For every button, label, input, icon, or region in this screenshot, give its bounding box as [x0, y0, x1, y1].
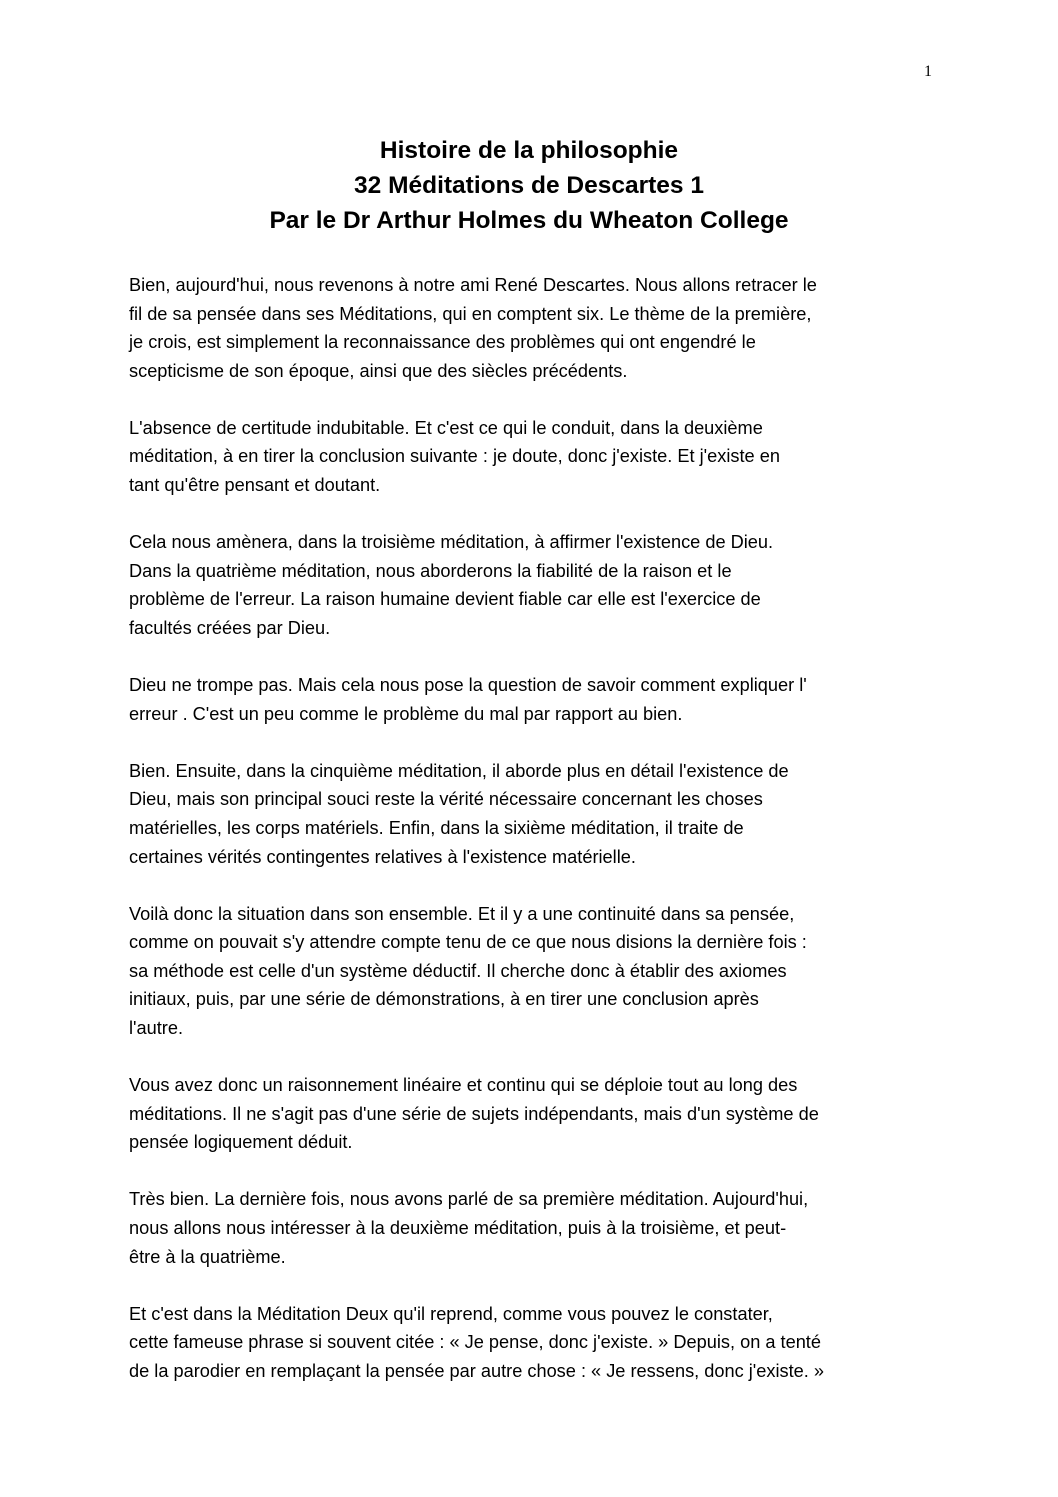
- text-line: cette fameuse phrase si souvent citée : « Je pense, donc j'existe. » Depuis, on a tenté: [129, 1332, 821, 1353]
- paragraph-6: [129, 900, 959, 1043]
- document-title: [0, 133, 1058, 238]
- text-line: Dieu, mais son principal souci reste la vérité nécessaire concernant les choses: [129, 789, 763, 810]
- paragraph-7: [129, 1071, 959, 1157]
- paragraph-9: [129, 1300, 959, 1386]
- text-line: Bien, aujourd'hui, nous revenons à notre ami René Descartes. Nous allons retracer le: [129, 275, 817, 295]
- text-line: Dieu ne trompe pas. Mais cela nous pose la question de savoir comment expliquer l': [129, 675, 807, 696]
- text-line: Très bien. La dernière fois, nous avons parlé de sa première méditation. Aujourd'hui,: [129, 1189, 809, 1210]
- text-line: initiaux, puis, par une série de démonstrations, à en tirer une conclusion après: [129, 989, 759, 1010]
- title-line-lecture: 32 Méditations de Descartes 1: [354, 172, 704, 199]
- text-line: tant qu'être pensant et doutant.: [129, 475, 381, 496]
- text-line: Cela nous amènera, dans la troisième méditation, à affirmer l'existence de Dieu.: [129, 532, 774, 553]
- paragraph-1: [129, 271, 959, 385]
- text-line: Voilà donc la situation dans son ensemble. Et il y a une continuité dans sa pensée,: [129, 903, 795, 924]
- text-line: méditation, à en tirer la conclusion suivante : je doute, donc j'existe. Et j'existe en: [129, 446, 780, 467]
- text-line: facultés créées par Dieu.: [129, 617, 331, 638]
- text-line: être à la quatrième.: [129, 1246, 286, 1267]
- text-line: nous allons nous intéresser à la deuxième méditation, puis à la troisième, et peut-: [129, 1217, 787, 1238]
- text-line: méditations. Il ne s'agit pas d'une série de sujets indépendants, mais d'un système de: [129, 1103, 819, 1124]
- text-line: matérielles, les corps matériels. Enfin, dans la sixième méditation, il traite de: [129, 817, 744, 838]
- text-line: Vous avez donc un raisonnement linéaire et continu qui se déploie tout au long des: [129, 1075, 798, 1096]
- text-line: Dans la quatrième méditation, nous aborderons la fiabilité de la raison et le: [129, 560, 732, 581]
- text-line: comme on pouvait s'y attendre compte tenu de ce que nous disions la dernière fois :: [129, 932, 807, 953]
- text-line: L'absence de certitude indubitable. Et c'est ce qui le conduit, dans la deuxième: [129, 417, 763, 438]
- paragraph-8: [129, 1185, 959, 1271]
- text-line: pensée logiquement déduit.: [129, 1132, 353, 1153]
- text-line: je crois, est simplement la reconnaissance des problèmes qui ont engendré le: [129, 332, 756, 353]
- text-line: Et c'est dans la Méditation Deux qu'il reprend, comme vous pouvez le constater,: [129, 1303, 773, 1324]
- paragraph-5: [129, 757, 959, 871]
- text-line: de la parodier en remplaçant la pensée par autre chose : « Je ressens, donc j'existe. »: [129, 1360, 825, 1381]
- text-line: problème de l'erreur. La raison humaine devient fiable car elle est l'exercice de: [129, 589, 761, 610]
- paragraph-2: [129, 414, 959, 500]
- text-line: l'autre.: [129, 1017, 184, 1038]
- text-line: certaines vérités contingentes relatives à l'existence matérielle.: [129, 846, 636, 867]
- text-line: Bien. Ensuite, dans la cinquième méditation, il aborde plus en détail l'existence de: [129, 760, 789, 781]
- document-body: [129, 271, 959, 1414]
- page-number: 1: [924, 63, 932, 80]
- text-line: sa méthode est celle d'un système déductif. Il cherche donc à établir des axiomes: [129, 960, 787, 981]
- text-line: fil de sa pensée dans ses Méditations, qui en comptent six. Le thème de la première,: [129, 303, 812, 324]
- title-line-author: Par le Dr Arthur Holmes du Wheaton College: [269, 207, 789, 234]
- text-line: scepticisme de son époque, ainsi que des siècles précédents.: [129, 360, 628, 381]
- title-line-course: Histoire de la philosophie: [379, 137, 679, 164]
- paragraph-3: [129, 528, 959, 642]
- text-line: erreur . C'est un peu comme le problème du mal par rapport au bien.: [129, 703, 683, 724]
- paragraph-4: [129, 671, 959, 728]
